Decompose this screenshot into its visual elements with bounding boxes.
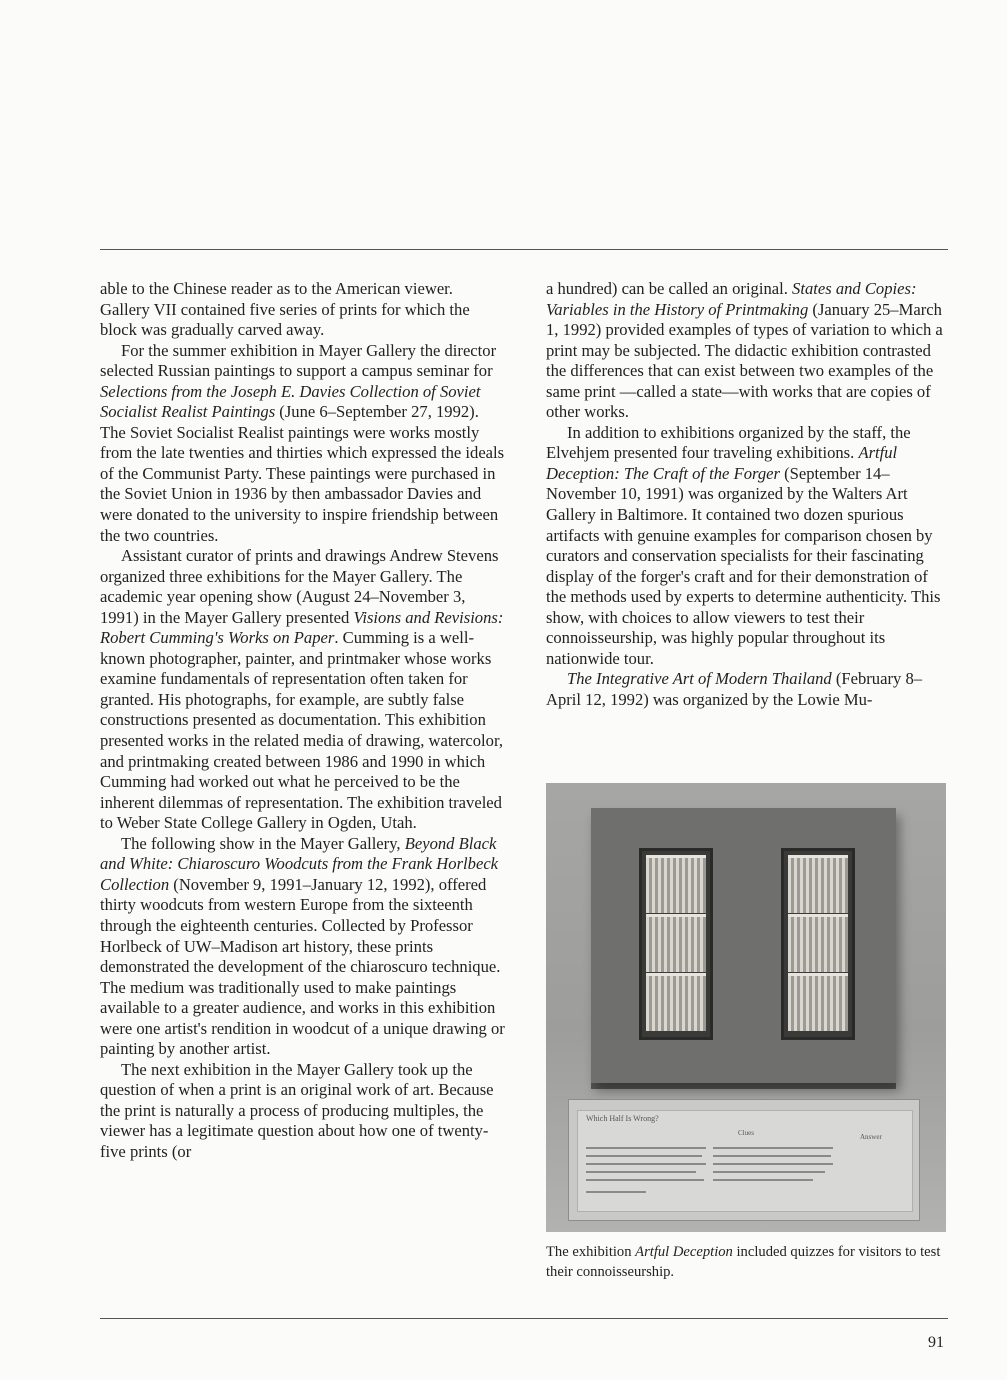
ivory-panel-left: [639, 848, 713, 1040]
page-number: 91: [928, 1334, 944, 1351]
exhibition-title: Beyond Black and White: Chiaroscuro Woodcuts from the Frank Horlbeck Collection: [100, 833, 499, 894]
paragraph: [546, 279, 946, 423]
caption-text: included quizzes for visitors to test their connoisseurship.: [546, 1244, 941, 1280]
paragraph-text: For the summer exhibition in Mayer Gallery the director selected Russian paintings to support a campus seminar for: [100, 340, 497, 381]
carved-tier: [788, 914, 848, 972]
label-text-line: [586, 1147, 706, 1149]
paragraph-text: (September 14–November 10, 1991) was organized by the Walters Art Gallery in Baltimore. It contained two dozen spurious artifacts with genuine examples for comparison chosen by curators and conservation specialists for their fascinating display of the forger's craft and for their demonstration of the methods used by experts to determine authenticity. This show, with choices to allow viewers to test their connoisseurship, was highly popular throughout its nationwide tour.: [546, 463, 941, 668]
exhibition-title: Artful Deception: The Craft of the Forger: [546, 443, 898, 483]
exhibition-photo: [546, 783, 946, 1232]
label-text-line: [586, 1171, 696, 1173]
label-text-line: [586, 1191, 646, 1193]
paragraph-text: The next exhibition in the Mayer Gallery took up the question of when a print is an original work of art. Because the print is naturally a process of producing multiples, the viewer has a legitimate question about how one of twenty-five prints (or: [100, 1059, 494, 1161]
label-text-line: [586, 1179, 704, 1181]
left-column: [100, 279, 505, 1163]
paragraph: [100, 1060, 505, 1163]
paragraph-text: (January 25–March 1, 1992) provided examples of types of variation to which a print may be subjected. The didactic exhibition contrasted the differences that can exist between two examples of the same print —called a state—with works that are copies of other works.: [546, 299, 943, 422]
ivory-panel-right: [781, 848, 855, 1040]
exhibition-title: Visions and Revisions: Robert Cumming's Works on Paper: [100, 607, 504, 648]
paragraph-text: The following show in the Mayer Gallery,: [121, 833, 405, 853]
footer-rule: [100, 1318, 948, 1319]
header-rule: [100, 249, 948, 250]
paragraph: [100, 834, 505, 1060]
exhibition-title: The Integrative Art of Modern Thailand: [567, 669, 832, 689]
paragraph: [546, 423, 946, 670]
paragraph-text: a hundred) can be called an original.: [546, 279, 793, 298]
exhibition-title: Selections from the Joseph E. Davies Collection of Soviet Socialist Realist Paintings: [100, 381, 481, 422]
quiz-label-clues: Clues: [738, 1129, 754, 1137]
display-case: [591, 808, 896, 1083]
label-text-line: [713, 1179, 813, 1181]
label-text-line: [586, 1163, 706, 1165]
photo-caption: [546, 1243, 951, 1282]
carved-tier: [788, 973, 848, 1031]
carved-tier: [646, 855, 706, 913]
right-column: [546, 279, 946, 710]
label-text-line: [713, 1155, 831, 1157]
paragraph-text: Assistant curator of prints and drawings Andrew Stevens organized three exhibitions for the Mayer Gallery. The academic year opening show (August 24–November 3, 1991) in the Mayer Gallery presented: [100, 546, 499, 627]
carved-tier: [646, 973, 706, 1031]
paragraph-text: . Cumming is a well-known photographer, painter, and printmaker whose works examine fundamentals of representation often taken for granted. His photographs, for example, are subtly false constructions presented as documentation. This exhibition presented works in the related media of drawing, watercolor, and printmaking created between 1986 and 1990 in which Cumming had worked out what he perceived to be the inherent dilemmas of representation. The exhibition traveled to Weber State College Gallery in Ogden, Utah.: [100, 628, 503, 833]
paragraph-text: (June 6–September 27, 1992). The Soviet Socialist Realist paintings were works mostly from the late twenties and thirties which expressed the ideals of the Communist Party. These paintings were purchased in the Soviet Union in 1936 by then ambassador Davies and were donated to the university to inspire friendship between the two countries.: [100, 402, 505, 545]
exhibition-title: States and Copies: Variables in the History of Printmaking: [546, 279, 917, 319]
paragraph-text: (November 9, 1991–January 12, 1992), offered thirty woodcuts from western Europe from the sixteenth through the eighteenth centuries. Collected by Professor Horlbeck of UW–Madison art history, these prints demonstrated the development of the chiaroscuro technique. The medium was traditionally used to make paintings available to a greater audience, and works in this exhibition were one artist's rendition in woodcut of a unique drawing or painting by another artist.: [100, 874, 505, 1059]
carved-tier: [646, 914, 706, 972]
caption-title: Artful Deception: [635, 1244, 733, 1260]
paragraph: [100, 546, 505, 834]
quiz-label: [577, 1110, 913, 1212]
paragraph-text: (February 8–April 12, 1992) was organized by the Lowie Mu-: [546, 669, 923, 709]
paragraph: [100, 341, 505, 546]
label-text-line: [713, 1147, 833, 1149]
label-text-line: [713, 1171, 825, 1173]
quiz-label-board: [568, 1099, 920, 1221]
caption-text: The exhibition: [546, 1244, 636, 1260]
paragraph-text: In addition to exhibitions organized by the staff, the Elvehjem presented four traveling exhibitions.: [546, 422, 911, 463]
label-text-line: [713, 1163, 833, 1165]
label-text-line: [586, 1155, 702, 1157]
quiz-label-title: Which Half Is Wrong?: [586, 1114, 659, 1123]
carved-tier: [788, 855, 848, 913]
quiz-label-answer: Answer: [860, 1133, 882, 1141]
paragraph: [100, 279, 505, 341]
paragraph-text: able to the Chinese reader as to the American viewer. Gallery VII contained five series of prints for which the block was gradually carved away.: [100, 279, 470, 340]
paragraph: [546, 669, 946, 710]
